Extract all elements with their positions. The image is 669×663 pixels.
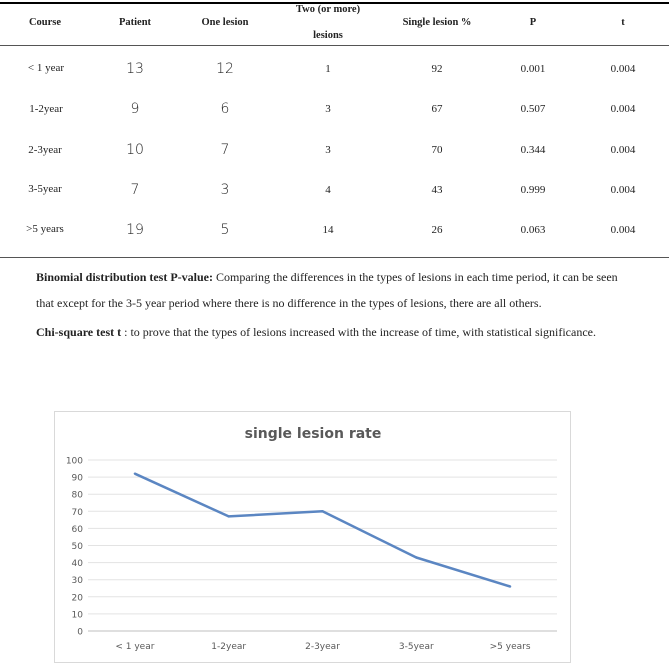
y-tick-label: 100 (65, 456, 83, 467)
cell-p: 0.063 (520, 224, 546, 236)
table-header-rule (0, 45, 669, 46)
cell-course: < 1 year (27, 62, 65, 74)
cell-single-pct: 26 (431, 224, 443, 236)
cell-t: 0.004 (610, 224, 636, 236)
header-single-lesion-pct: Single lesion % (402, 17, 472, 28)
cell-p: 0.344 (520, 144, 546, 156)
cell-t: 0.004 (610, 103, 636, 115)
binomial-note (36, 265, 636, 316)
cell-one-lesion: 12 (216, 61, 234, 77)
cell-t: 0.004 (610, 184, 636, 196)
cell-two-lesions: 3 (325, 103, 331, 115)
cell-t: 0.004 (610, 63, 636, 75)
x-tick-label: 2-3year (305, 642, 340, 652)
header-two-lesions-line1: Two (or more) (295, 4, 361, 15)
y-tick-label: 40 (71, 559, 83, 570)
cell-two-lesions: 4 (325, 184, 331, 196)
cell-p: 0.507 (520, 103, 546, 115)
y-tick-label: 10 (71, 610, 83, 621)
header-patient: Patient (118, 17, 152, 28)
x-tick-label: 1-2year (211, 642, 247, 652)
cell-one-lesion: 6 (220, 101, 230, 117)
cell-one-lesion: 3 (220, 182, 230, 198)
statistical-notes (36, 265, 636, 346)
cell-patient: 19 (126, 222, 144, 238)
cell-p: 0.001 (520, 63, 546, 75)
x-tick-label: 3-5year (398, 642, 434, 652)
y-tick-label: 30 (71, 576, 83, 587)
cell-t: 0.004 (610, 144, 636, 156)
header-t: t (621, 17, 625, 28)
results-table (0, 0, 669, 260)
header-one-lesion: One lesion (201, 17, 249, 28)
cell-one-lesion: 5 (220, 222, 230, 238)
y-tick-label: 0 (77, 627, 83, 638)
binomial-label: Binomial distribution test P-value: (36, 270, 214, 284)
y-tick-label: 90 (71, 473, 83, 484)
data-point (415, 556, 417, 558)
x-tick-label: >5 years (489, 642, 531, 652)
data-point (321, 510, 323, 512)
y-tick-label: 60 (71, 524, 83, 535)
data-point (228, 515, 230, 517)
x-tick-label: < 1 year (115, 642, 155, 652)
header-course: Course (28, 17, 62, 28)
binomial-text: Comparing the differences in the types of lesions in each time period, it can be seen that except for the 3-5 year period where there is no difference in the types of lesions, there are all others. (36, 270, 618, 310)
cell-single-pct: 70 (431, 144, 443, 156)
cell-course: 2-3year (28, 144, 62, 156)
cell-course: 1-2year (29, 103, 63, 115)
data-point (509, 585, 511, 587)
table-bottom-rule (0, 257, 669, 258)
y-tick-label: 20 (71, 593, 83, 604)
cell-single-pct: 67 (431, 103, 443, 115)
y-tick-label: 80 (71, 490, 83, 501)
header-p: P (529, 17, 537, 28)
cell-two-lesions: 14 (322, 224, 334, 236)
series-line (135, 474, 510, 587)
y-tick-label: 50 (71, 542, 83, 552)
cell-patient: 13 (126, 61, 144, 77)
cell-two-lesions: 1 (325, 63, 331, 75)
cell-single-pct: 92 (431, 63, 443, 75)
cell-one-lesion: 7 (220, 142, 230, 158)
y-tick-label: 70 (71, 507, 83, 518)
chi-square-text: : to prove that the types of lesions increased with the increase of time, with statistical significance. (121, 325, 596, 339)
cell-patient: 9 (130, 101, 140, 117)
cell-p: 0.999 (520, 184, 546, 196)
cell-two-lesions: 3 (325, 144, 331, 156)
data-point (134, 472, 136, 474)
single-lesion-rate-chart (54, 411, 571, 663)
header-two-lesions-line2: lesions (313, 30, 343, 41)
chart-svg (55, 412, 570, 662)
cell-patient: 7 (130, 182, 140, 198)
cell-patient: 10 (126, 142, 144, 158)
chi-square-label: Chi-square test t (36, 325, 122, 339)
cell-course: >5 years (26, 223, 64, 235)
cell-course: 3-5year (28, 183, 62, 195)
cell-single-pct: 43 (431, 184, 443, 196)
chart-title: single lesion rate (244, 426, 382, 442)
chi-square-note (36, 320, 636, 346)
